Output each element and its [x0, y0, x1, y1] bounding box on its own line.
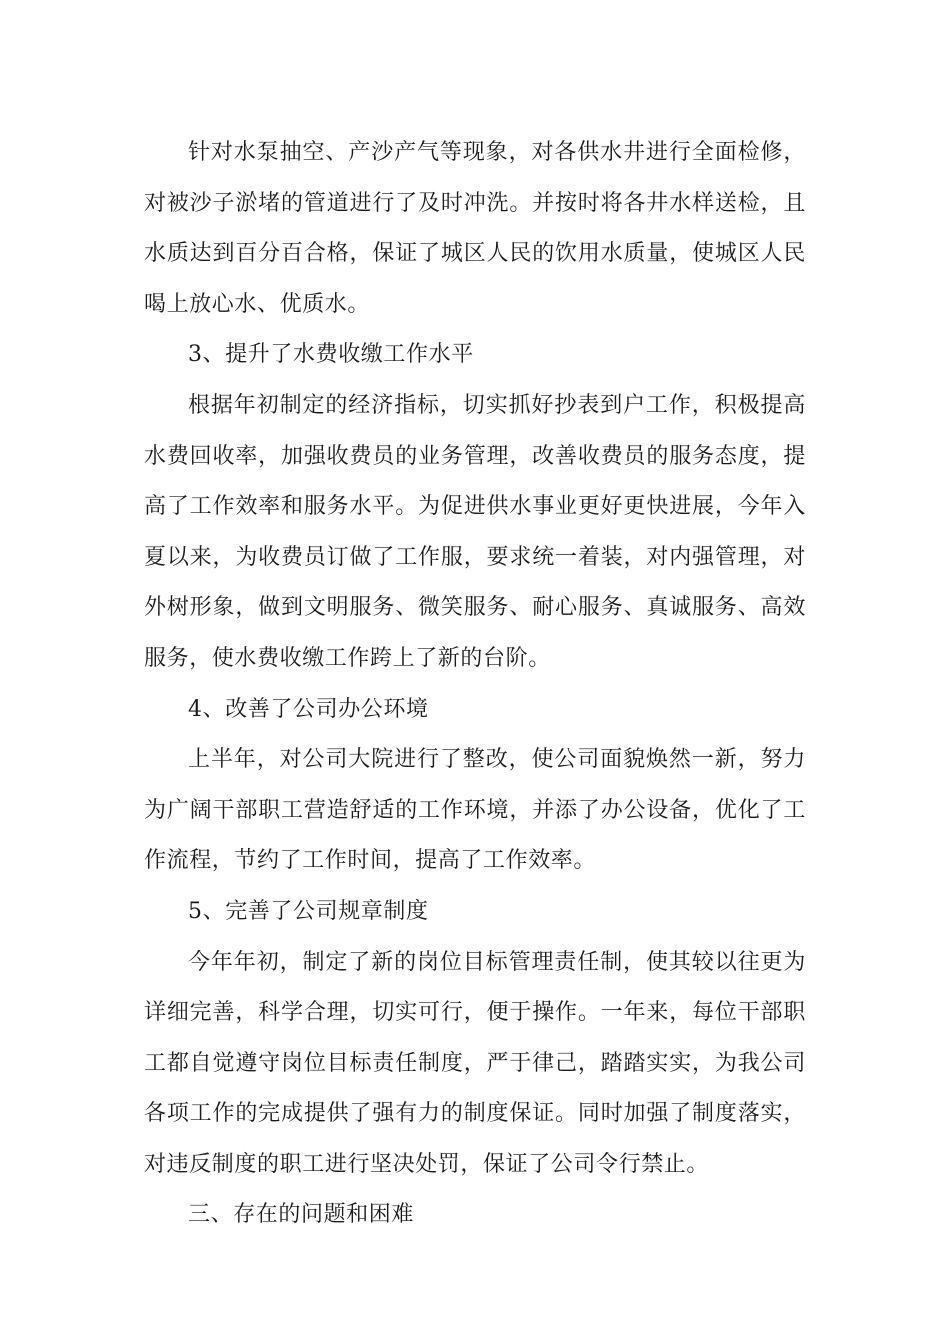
heading-water-fee-collection: 3、提升了水费收缴工作水平	[188, 342, 474, 368]
paragraph-office-environment: 上半年，对公司大院进行了整改，使公司面貌焕然一新，努力为广阔干部职工营造舒适的工作环境，并添了办公设备，优化了工作流程，节约了工作时间，提高了工作效率。	[144, 747, 806, 874]
heading-rules-system: 5、完善了公司规章制度	[188, 898, 429, 924]
paragraph-pump-maintenance: 针对水泵抽空、产沙产气等现象，对各供水井进行全面检修，对被沙子淤堵的管道进行了及时冲洗。并按时将各井水样送检，且水质达到百分百合格，保证了城区人民的饮用水质量，使城区人民喝上放心水、优质水。	[144, 140, 806, 317]
heading-problems-difficulties: 三、存在的问题和困难	[188, 1202, 415, 1228]
heading-office-environment: 4、改善了公司办公环境	[188, 696, 429, 722]
paragraph-rules-system: 今年年初，制定了新的岗位目标管理责任制，使其较以往更为详细完善，科学合理，切实可行，便于操作。一年来，每位干部职工都自觉遵守岗位目标责任制度，严于律己，踏踏实实，为我公司各项工作的完成提供了强有力的制度保证。同时加强了制度落实，对违反制度的职工进行坚决处罚，保证了公司令行禁止。	[144, 949, 806, 1177]
document-body	[144, 128, 806, 1241]
paragraph-water-fee-collection: 根据年初制定的经济指标，切实抓好抄表到户工作，积极提高水费回收率，加强收费员的业务管理，改善收费员的服务态度，提高了工作效率和服务水平。为促进供水事业更好更快进展，今年入夏以来，为收费员订做了工作服，要求统一着装，对内强管理，对外树形象，做到文明服务、微笑服务、耐心服务、真诚服务、高效服务，使水费收缴工作跨上了新的台阶。	[144, 392, 806, 671]
